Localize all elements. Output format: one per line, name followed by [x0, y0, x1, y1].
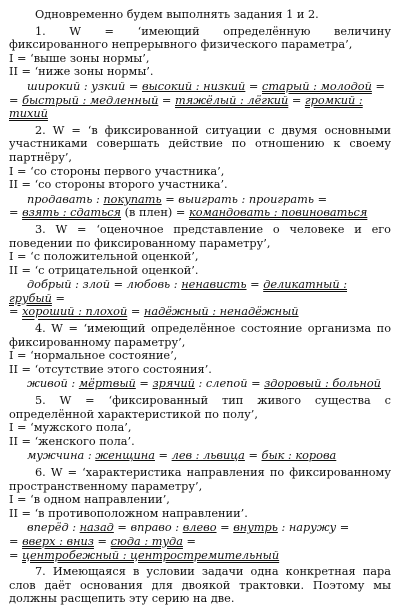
section-2-examples [9, 193, 391, 207]
example-pair: деликатный : грубый [9, 278, 348, 305]
example-pair: быстрый : медленный [22, 93, 159, 107]
example-text: = [244, 449, 262, 463]
section-5-feature-i: I = ‘мужского пола’, [9, 421, 132, 435]
section-3-feature-i: I = ‘с положительной оценкой’, [9, 250, 199, 264]
section-4 [9, 322, 391, 391]
section-3-examples [9, 278, 391, 305]
example-text: вперёд : [27, 521, 80, 535]
example-text: = [9, 93, 23, 107]
section-6-examples-cont-2 [9, 549, 391, 563]
example-pair: старый : молодой [262, 79, 372, 93]
section-3-feature-ii: II = ‘с отрицательной оценкой’. [9, 263, 199, 277]
section-1-feature-i: I = ‘выше зоны нормы’, [9, 51, 150, 65]
section-2-examples-cont [9, 206, 391, 220]
example-text: = [135, 377, 153, 391]
example-pair: внутрь [233, 521, 278, 535]
example-text: живой : [27, 377, 79, 391]
example-text: = вправо : [113, 521, 183, 535]
example-pair: мёртвый [78, 377, 136, 391]
example-pair: женщина [95, 449, 155, 463]
section-1-definition: 1. W = ‘имеющий определённую величину фиксированного непрерывного физического параметра’, [9, 24, 391, 52]
section-1-feature-ii: II = ‘ниже зоны нормы’. [9, 65, 154, 79]
example-text: = [371, 79, 385, 93]
section-6-examples-cont [9, 535, 391, 549]
section-5 [9, 394, 391, 463]
example-pair: командовать : повиноваться [188, 206, 368, 220]
section-6-feature-ii: II = ‘в противоположном направлении’. [9, 506, 248, 520]
intro-text: Одновременно будем выполнять задания 1 и 2. [35, 8, 319, 21]
example-text: : слепой = [194, 377, 265, 391]
example-text: = [245, 79, 262, 93]
example-pair: зрячий [152, 377, 195, 391]
example-text: (в плен) = [121, 206, 189, 220]
example-pair: покупать [103, 192, 162, 206]
conclusion-text: 7. Имеющаяся в условии задачи одна конкретная пара слов даёт основания для двоякой трактовки. Поэтому мы должны расщепить эту серию на две. [9, 565, 391, 606]
example-text: = [9, 548, 23, 562]
section-6-examples [9, 521, 391, 535]
section-1-examples [9, 80, 391, 94]
example-text: : наружу = [277, 521, 350, 535]
section-5-feature-ii: II = ‘женского пола’. [9, 434, 135, 448]
example-text: широкий : узкий = [27, 79, 142, 93]
example-text: = выиграть : проиграть = [161, 192, 328, 206]
section-2-feature-i: I = ‘со стороны первого участника’, [9, 164, 225, 178]
example-pair: влево [182, 521, 217, 535]
example-text: = [158, 93, 175, 107]
section-6-feature-i: I = ‘в одном направлении’, [9, 493, 170, 507]
section-3-examples-cont [9, 305, 391, 319]
example-text: = [127, 305, 144, 319]
example-pair: здоровый : больной [264, 377, 381, 391]
section-4-examples [9, 377, 391, 391]
example-pair: вверх : вниз [22, 534, 94, 548]
example-text: = [9, 305, 23, 319]
example-text: = [288, 93, 305, 107]
example-pair: тяжёлый : лёгкий [175, 93, 289, 107]
example-pair: сюда : туда [110, 534, 183, 548]
example-text: = [216, 521, 234, 535]
section-1-examples-cont [9, 94, 391, 121]
section-6 [9, 466, 391, 562]
example-text: = [182, 534, 196, 548]
section-3-definition: 3. W = ‘оценочное представление о человеке и его поведении по фиксированному параметру’, [9, 222, 391, 250]
example-pair: взять : сдаться [22, 206, 122, 220]
section-2 [9, 124, 391, 220]
example-text: = [9, 534, 23, 548]
example-text: = [51, 291, 65, 305]
section-4-feature-ii: II = ‘отсутствие этого состояния’. [9, 362, 212, 376]
section-4-definition: 4. W = ‘имеющий определённое состояние организма по фиксированному параметру’, [9, 322, 391, 349]
example-text: добрый : злой = любовь : [27, 278, 182, 292]
example-pair: хороший : плохой [22, 305, 128, 319]
example-text: = [246, 278, 264, 292]
example-text: = [93, 534, 111, 548]
section-2-definition: 2. W = ‘в фиксированной ситуации с двумя основными участниками совершать действие по отношению к своему партнёру’, [9, 123, 391, 164]
section-5-definition: 5. W = ‘фиксированный тип живого существа с определённой характеристикой по полу’, [9, 394, 391, 421]
example-pair: центробежный : центростремительный [22, 548, 280, 562]
example-text: = [154, 449, 172, 463]
section-2-feature-ii: II = ‘со стороны второго участника’. [9, 178, 228, 192]
example-pair: надёжный : ненадёжный [143, 305, 299, 319]
example-text: = [9, 206, 23, 220]
example-pair: бык : корова [261, 449, 337, 463]
example-pair: лев : львица [171, 449, 245, 463]
section-4-feature-i: I = ‘нормальное состояние’, [9, 349, 178, 363]
section-6-definition: 6. W = ‘характеристика направления по фиксированному пространственному параметру’, [9, 466, 391, 493]
section-1 [9, 25, 391, 121]
example-pair: высокий : низкий [141, 79, 246, 93]
example-pair: назад [79, 521, 114, 535]
section-5-examples [9, 449, 391, 463]
example-text: продавать : [27, 192, 104, 206]
example-pair: ненависть [181, 278, 247, 292]
section-3 [9, 223, 391, 319]
example-pair: громкий : тихий [9, 93, 363, 121]
example-text: мужчина : [27, 449, 96, 463]
